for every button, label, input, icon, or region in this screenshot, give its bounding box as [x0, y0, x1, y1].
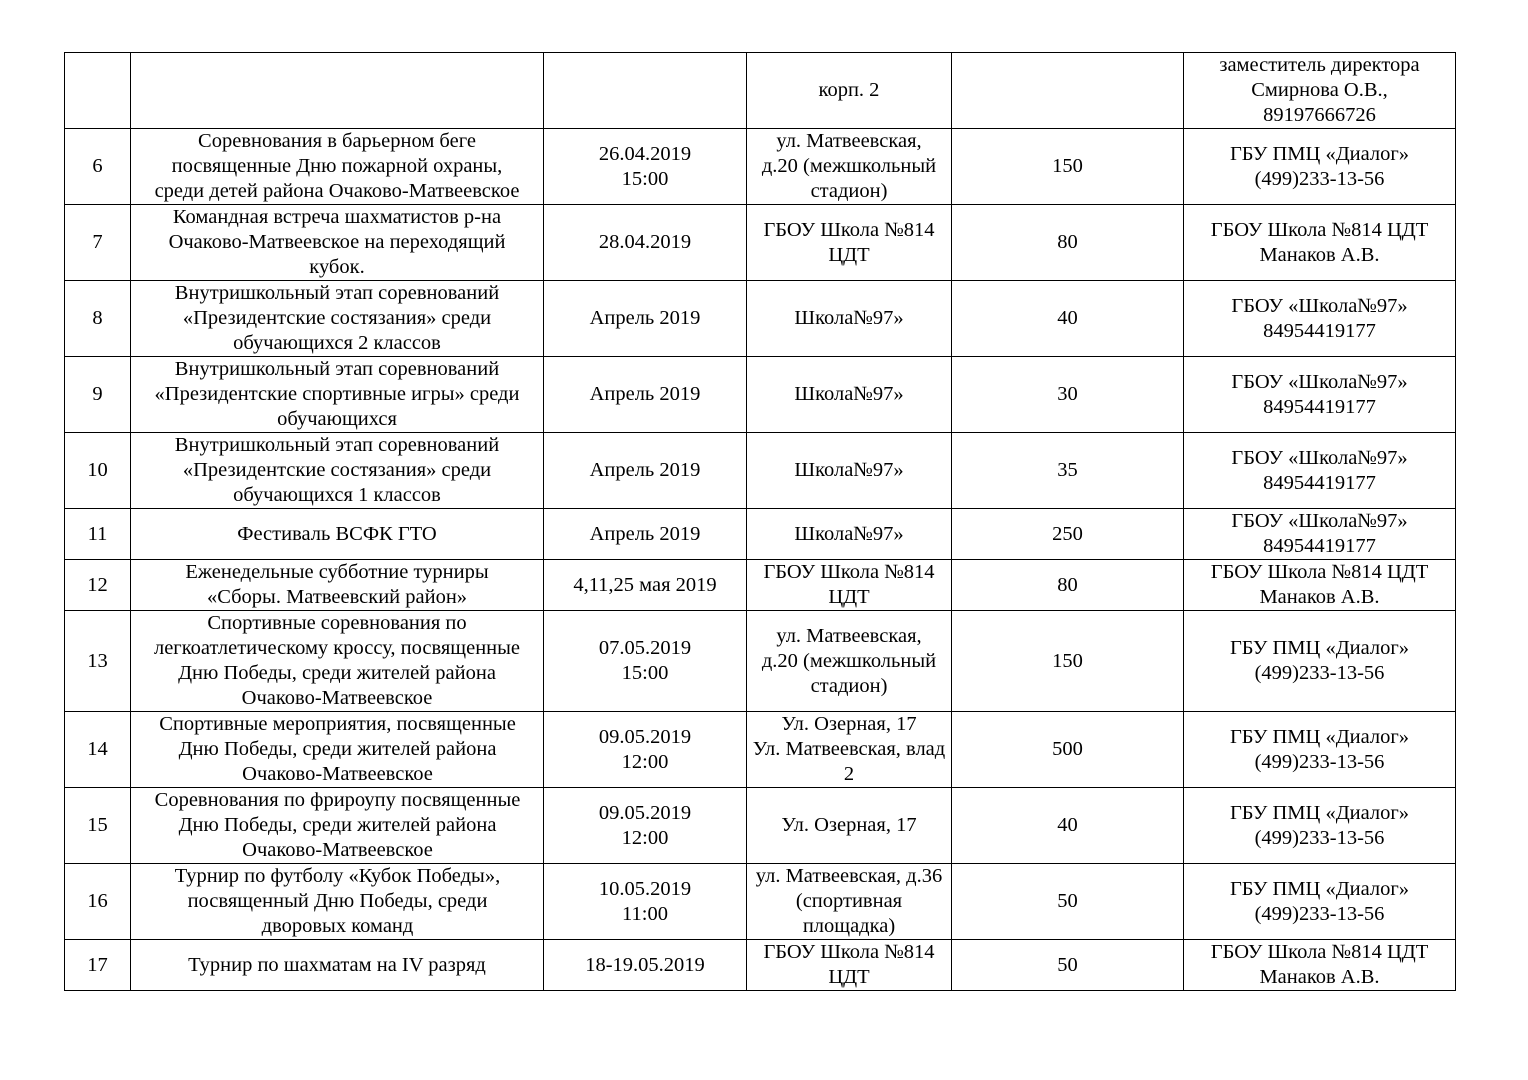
table-row	[65, 205, 1456, 281]
participants-count: 35	[952, 433, 1184, 509]
event-name	[131, 53, 544, 129]
participants-count: 50	[952, 940, 1184, 991]
event-place: ул. Матвеевская, д.20 (межшкольный стадион)	[747, 129, 952, 205]
event-date: 10.05.2019 11:00	[544, 864, 747, 940]
organizer: ГБОУ Школа №814 ЦДТ Манаков А.В.	[1184, 205, 1456, 281]
event-place: корп. 2	[747, 53, 952, 129]
event-name: Соревнования в барьерном беге посвященные Дню пожарной охраны, среди детей района Очаково-Матвеевское	[131, 129, 544, 205]
organizer: ГБУ ПМЦ «Диалог» (499)233-13-56	[1184, 611, 1456, 712]
event-place: Ул. Озерная, 17	[747, 788, 952, 864]
event-place: Школа№97»	[747, 357, 952, 433]
table-row	[65, 940, 1456, 991]
participants-count: 30	[952, 357, 1184, 433]
row-number: 7	[65, 205, 131, 281]
participants-count: 80	[952, 205, 1184, 281]
participants-count	[952, 53, 1184, 129]
event-place: ул. Матвеевская, д.36 (спортивная площадка)	[747, 864, 952, 940]
event-date: 26.04.2019 15:00	[544, 129, 747, 205]
event-date: Апрель 2019	[544, 281, 747, 357]
event-date: Апрель 2019	[544, 357, 747, 433]
event-name: Спортивные мероприятия, посвященные Дню Победы, среди жителей района Очаково-Матвеевское	[131, 712, 544, 788]
row-number: 13	[65, 611, 131, 712]
events-table	[64, 52, 1456, 991]
table-row	[65, 357, 1456, 433]
participants-count: 40	[952, 281, 1184, 357]
organizer: ГБОУ Школа №814 ЦДТ Манаков А.В.	[1184, 560, 1456, 611]
table-row	[65, 509, 1456, 560]
event-name: Внутришкольный этап соревнований «Президентские состязания» среди обучающихся 2 классов	[131, 281, 544, 357]
event-date: 4,11,25 мая 2019	[544, 560, 747, 611]
event-place: ГБОУ Школа №814 ЦДТ	[747, 940, 952, 991]
participants-count: 250	[952, 509, 1184, 560]
participants-count: 50	[952, 864, 1184, 940]
participants-count: 80	[952, 560, 1184, 611]
row-number: 17	[65, 940, 131, 991]
event-place: ул. Матвеевская, д.20 (межшкольный стадион)	[747, 611, 952, 712]
row-number: 12	[65, 560, 131, 611]
event-date: Апрель 2019	[544, 509, 747, 560]
row-number: 15	[65, 788, 131, 864]
row-number: 8	[65, 281, 131, 357]
event-name: Командная встреча шахматистов р-на Очаково-Матвеевское на переходящий кубок.	[131, 205, 544, 281]
organizer: ГБОУ «Школа№97» 84954419177	[1184, 357, 1456, 433]
participants-count: 500	[952, 712, 1184, 788]
organizer: ГБУ ПМЦ «Диалог» (499)233-13-56	[1184, 712, 1456, 788]
table-row	[65, 864, 1456, 940]
organizer: ГБУ ПМЦ «Диалог» (499)233-13-56	[1184, 129, 1456, 205]
table-row	[65, 712, 1456, 788]
table-row	[65, 281, 1456, 357]
event-name: Турнир по шахматам на IV разряд	[131, 940, 544, 991]
table-row	[65, 611, 1456, 712]
table-row	[65, 129, 1456, 205]
event-date: 09.05.2019 12:00	[544, 712, 747, 788]
organizer: ГБОУ «Школа№97» 84954419177	[1184, 433, 1456, 509]
event-place: Ул. Озерная, 17 Ул. Матвеевская, влад 2	[747, 712, 952, 788]
event-place: Школа№97»	[747, 509, 952, 560]
event-date: 18-19.05.2019	[544, 940, 747, 991]
event-place: Школа№97»	[747, 281, 952, 357]
event-name: Еженедельные субботние турниры «Сборы. Матвеевский район»	[131, 560, 544, 611]
event-name: Соревнования по фрироупу посвященные Дню Победы, среди жителей района Очаково-Матвеевское	[131, 788, 544, 864]
row-number: 14	[65, 712, 131, 788]
event-date: 09.05.2019 12:00	[544, 788, 747, 864]
event-name: Внутришкольный этап соревнований «Президентские спортивные игры» среди обучающихся	[131, 357, 544, 433]
row-number: 9	[65, 357, 131, 433]
row-number: 6	[65, 129, 131, 205]
table-row	[65, 53, 1456, 129]
event-name: Турнир по футболу «Кубок Победы», посвященный Дню Победы, среди дворовых команд	[131, 864, 544, 940]
row-number: 10	[65, 433, 131, 509]
participants-count: 150	[952, 611, 1184, 712]
organizer: ГБУ ПМЦ «Диалог» (499)233-13-56	[1184, 864, 1456, 940]
participants-count: 150	[952, 129, 1184, 205]
event-place: ГБОУ Школа №814 ЦДТ	[747, 560, 952, 611]
event-name: Спортивные соревнования по легкоатлетическому кроссу, посвященные Дню Победы, среди жителей района Очаково-Матвеевское	[131, 611, 544, 712]
table-row	[65, 560, 1456, 611]
row-number: 16	[65, 864, 131, 940]
table-row	[65, 433, 1456, 509]
event-place: Школа№97»	[747, 433, 952, 509]
organizer: ГБОУ Школа №814 ЦДТ Манаков А.В.	[1184, 940, 1456, 991]
organizer: заместитель директора Смирнова О.В., 89197666726	[1184, 53, 1456, 129]
organizer: ГБОУ «Школа№97» 84954419177	[1184, 509, 1456, 560]
event-name: Фестиваль ВСФК ГТО	[131, 509, 544, 560]
event-date: 28.04.2019	[544, 205, 747, 281]
event-place: ГБОУ Школа №814 ЦДТ	[747, 205, 952, 281]
participants-count: 40	[952, 788, 1184, 864]
table-row	[65, 788, 1456, 864]
event-name: Внутришкольный этап соревнований «Президентские состязания» среди обучающихся 1 классов	[131, 433, 544, 509]
row-number	[65, 53, 131, 129]
event-date: Апрель 2019	[544, 433, 747, 509]
organizer: ГБУ ПМЦ «Диалог» (499)233-13-56	[1184, 788, 1456, 864]
row-number: 11	[65, 509, 131, 560]
event-date	[544, 53, 747, 129]
event-date: 07.05.2019 15:00	[544, 611, 747, 712]
organizer: ГБОУ «Школа№97» 84954419177	[1184, 281, 1456, 357]
